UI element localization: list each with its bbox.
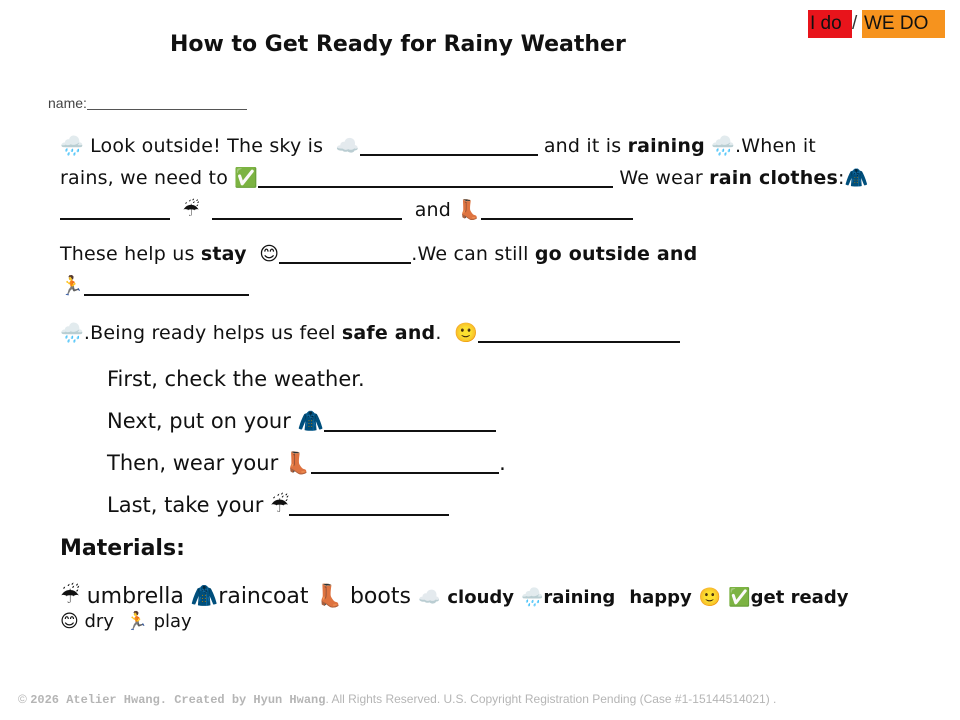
rain-cloud-icon: 🌧️ — [60, 135, 84, 157]
rain-cloud-icon: 🌧️ — [521, 587, 544, 608]
para3-period: . — [435, 322, 442, 344]
copyright-icon: © — [18, 692, 27, 706]
word-raining: raining — [543, 587, 616, 608]
paragraph-1-line-2 — [60, 166, 869, 189]
stay-blank[interactable] — [279, 244, 411, 264]
sky-blank[interactable] — [360, 136, 538, 156]
rain-cloud-icon: 🌧️ — [711, 135, 735, 157]
rain-clothes-bold: rain clothes — [709, 167, 839, 189]
boot-icon: 👢 — [284, 451, 312, 475]
umbrella-icon: ☔ — [60, 584, 80, 609]
i-do-badge: I do — [808, 10, 852, 38]
footer-rights: . All Rights Reserved. U.S. Copyright Registration Pending (Case #1-15144514021) . — [325, 692, 777, 706]
para2-text-2: .We can still — [411, 243, 529, 265]
need-to-blank[interactable] — [258, 168, 613, 188]
coat-icon: 🧥 — [844, 167, 869, 189]
name-label: name: — [48, 95, 87, 111]
boot-icon: 👢 — [315, 584, 343, 609]
step-then-period: . — [499, 451, 506, 475]
word-get-ready: get ready — [750, 587, 849, 608]
outside-blank[interactable] — [84, 276, 249, 296]
umbrella-icon: ☔ — [182, 199, 200, 221]
para1-text-1: Look outside! The sky is — [90, 135, 324, 157]
umbrella-icon: ☔ — [270, 493, 289, 517]
coat-blank[interactable] — [60, 200, 170, 220]
colon: : — [838, 167, 845, 189]
boot-blank[interactable] — [481, 200, 633, 220]
step-last-text: Last, take your — [107, 493, 264, 517]
word-umbrella: umbrella — [86, 584, 184, 609]
paragraph-2-line-1 — [60, 243, 697, 265]
we-do-badge: WE DO — [862, 10, 945, 38]
cloud-icon: ☁️ — [417, 587, 441, 608]
word-raincoat: raincoat — [218, 584, 309, 609]
check-mark-icon: ✅ — [234, 167, 259, 189]
running-person-icon: 🏃 — [60, 275, 84, 297]
coat-icon: 🧥 — [297, 409, 324, 433]
para2-text-1: These help us — [60, 243, 195, 265]
rain-cloud-icon: 🌧️ — [60, 322, 84, 344]
step-then — [107, 451, 506, 476]
step-boot-blank[interactable] — [311, 454, 499, 474]
step-coat-blank[interactable] — [324, 412, 496, 432]
word-dry: dry — [84, 611, 114, 632]
para1-text-3: .When it — [734, 135, 816, 157]
and-text: and — [414, 199, 452, 221]
paragraph-1-line-1 — [60, 134, 816, 157]
word-happy: happy — [629, 587, 692, 608]
word-play: play — [153, 611, 192, 632]
check-mark-icon: ✅ — [728, 587, 751, 608]
paragraph-1-line-3 — [60, 198, 633, 221]
badge-separator: / — [852, 13, 858, 34]
feel-blank[interactable] — [478, 323, 680, 343]
para1-text-5: We wear — [619, 167, 703, 189]
step-first — [107, 367, 365, 391]
para1-text-4: rains, we need to — [60, 167, 229, 189]
word-cloudy: cloudy — [447, 587, 514, 608]
name-blank[interactable] — [87, 95, 247, 110]
smiling-face-icon: 😊 — [60, 611, 79, 632]
para1-text-2: and it is — [543, 135, 622, 157]
paragraph-2-line-2 — [60, 274, 249, 297]
materials-heading-text: Materials — [60, 536, 177, 561]
paragraph-3 — [60, 321, 680, 344]
materials-word-bank-2 — [60, 611, 192, 632]
page-title: How to Get Ready for Rainy Weather — [170, 32, 626, 57]
umbrella-blank[interactable] — [212, 200, 402, 220]
step-next — [107, 409, 496, 434]
materials-word-bank — [60, 584, 848, 609]
slight-smile-icon: 🙂 — [454, 322, 478, 344]
para3-text-1: .Being ready helps us feel — [83, 322, 336, 344]
stay-bold: stay — [200, 243, 247, 265]
coat-icon: 🧥 — [190, 584, 219, 609]
slight-smile-icon: 🙂 — [698, 587, 722, 608]
step-then-text: Then, wear your — [107, 451, 279, 475]
raining-bold: raining — [627, 135, 705, 157]
copyright-footer — [18, 692, 776, 707]
boot-icon: 👢 — [457, 199, 482, 221]
smiling-face-icon: 😊 — [259, 243, 280, 265]
step-last — [107, 493, 449, 517]
safe-and-bold: safe and — [341, 322, 436, 344]
name-field[interactable] — [48, 95, 247, 111]
step-umbrella-blank[interactable] — [289, 496, 449, 516]
footer-brand: 2026 Atelier Hwang. Created by Hyun Hwang — [30, 693, 326, 707]
go-outside-bold: go outside and — [534, 243, 698, 265]
running-person-icon: 🏃 — [125, 611, 148, 632]
materials-colon: : — [176, 536, 185, 561]
cloud-icon: ☁️ — [335, 135, 360, 157]
step-first-text: First, check the weather. — [107, 367, 365, 391]
word-boots: boots — [349, 584, 411, 609]
materials-heading — [60, 536, 185, 561]
step-next-text: Next, put on your — [107, 409, 291, 433]
